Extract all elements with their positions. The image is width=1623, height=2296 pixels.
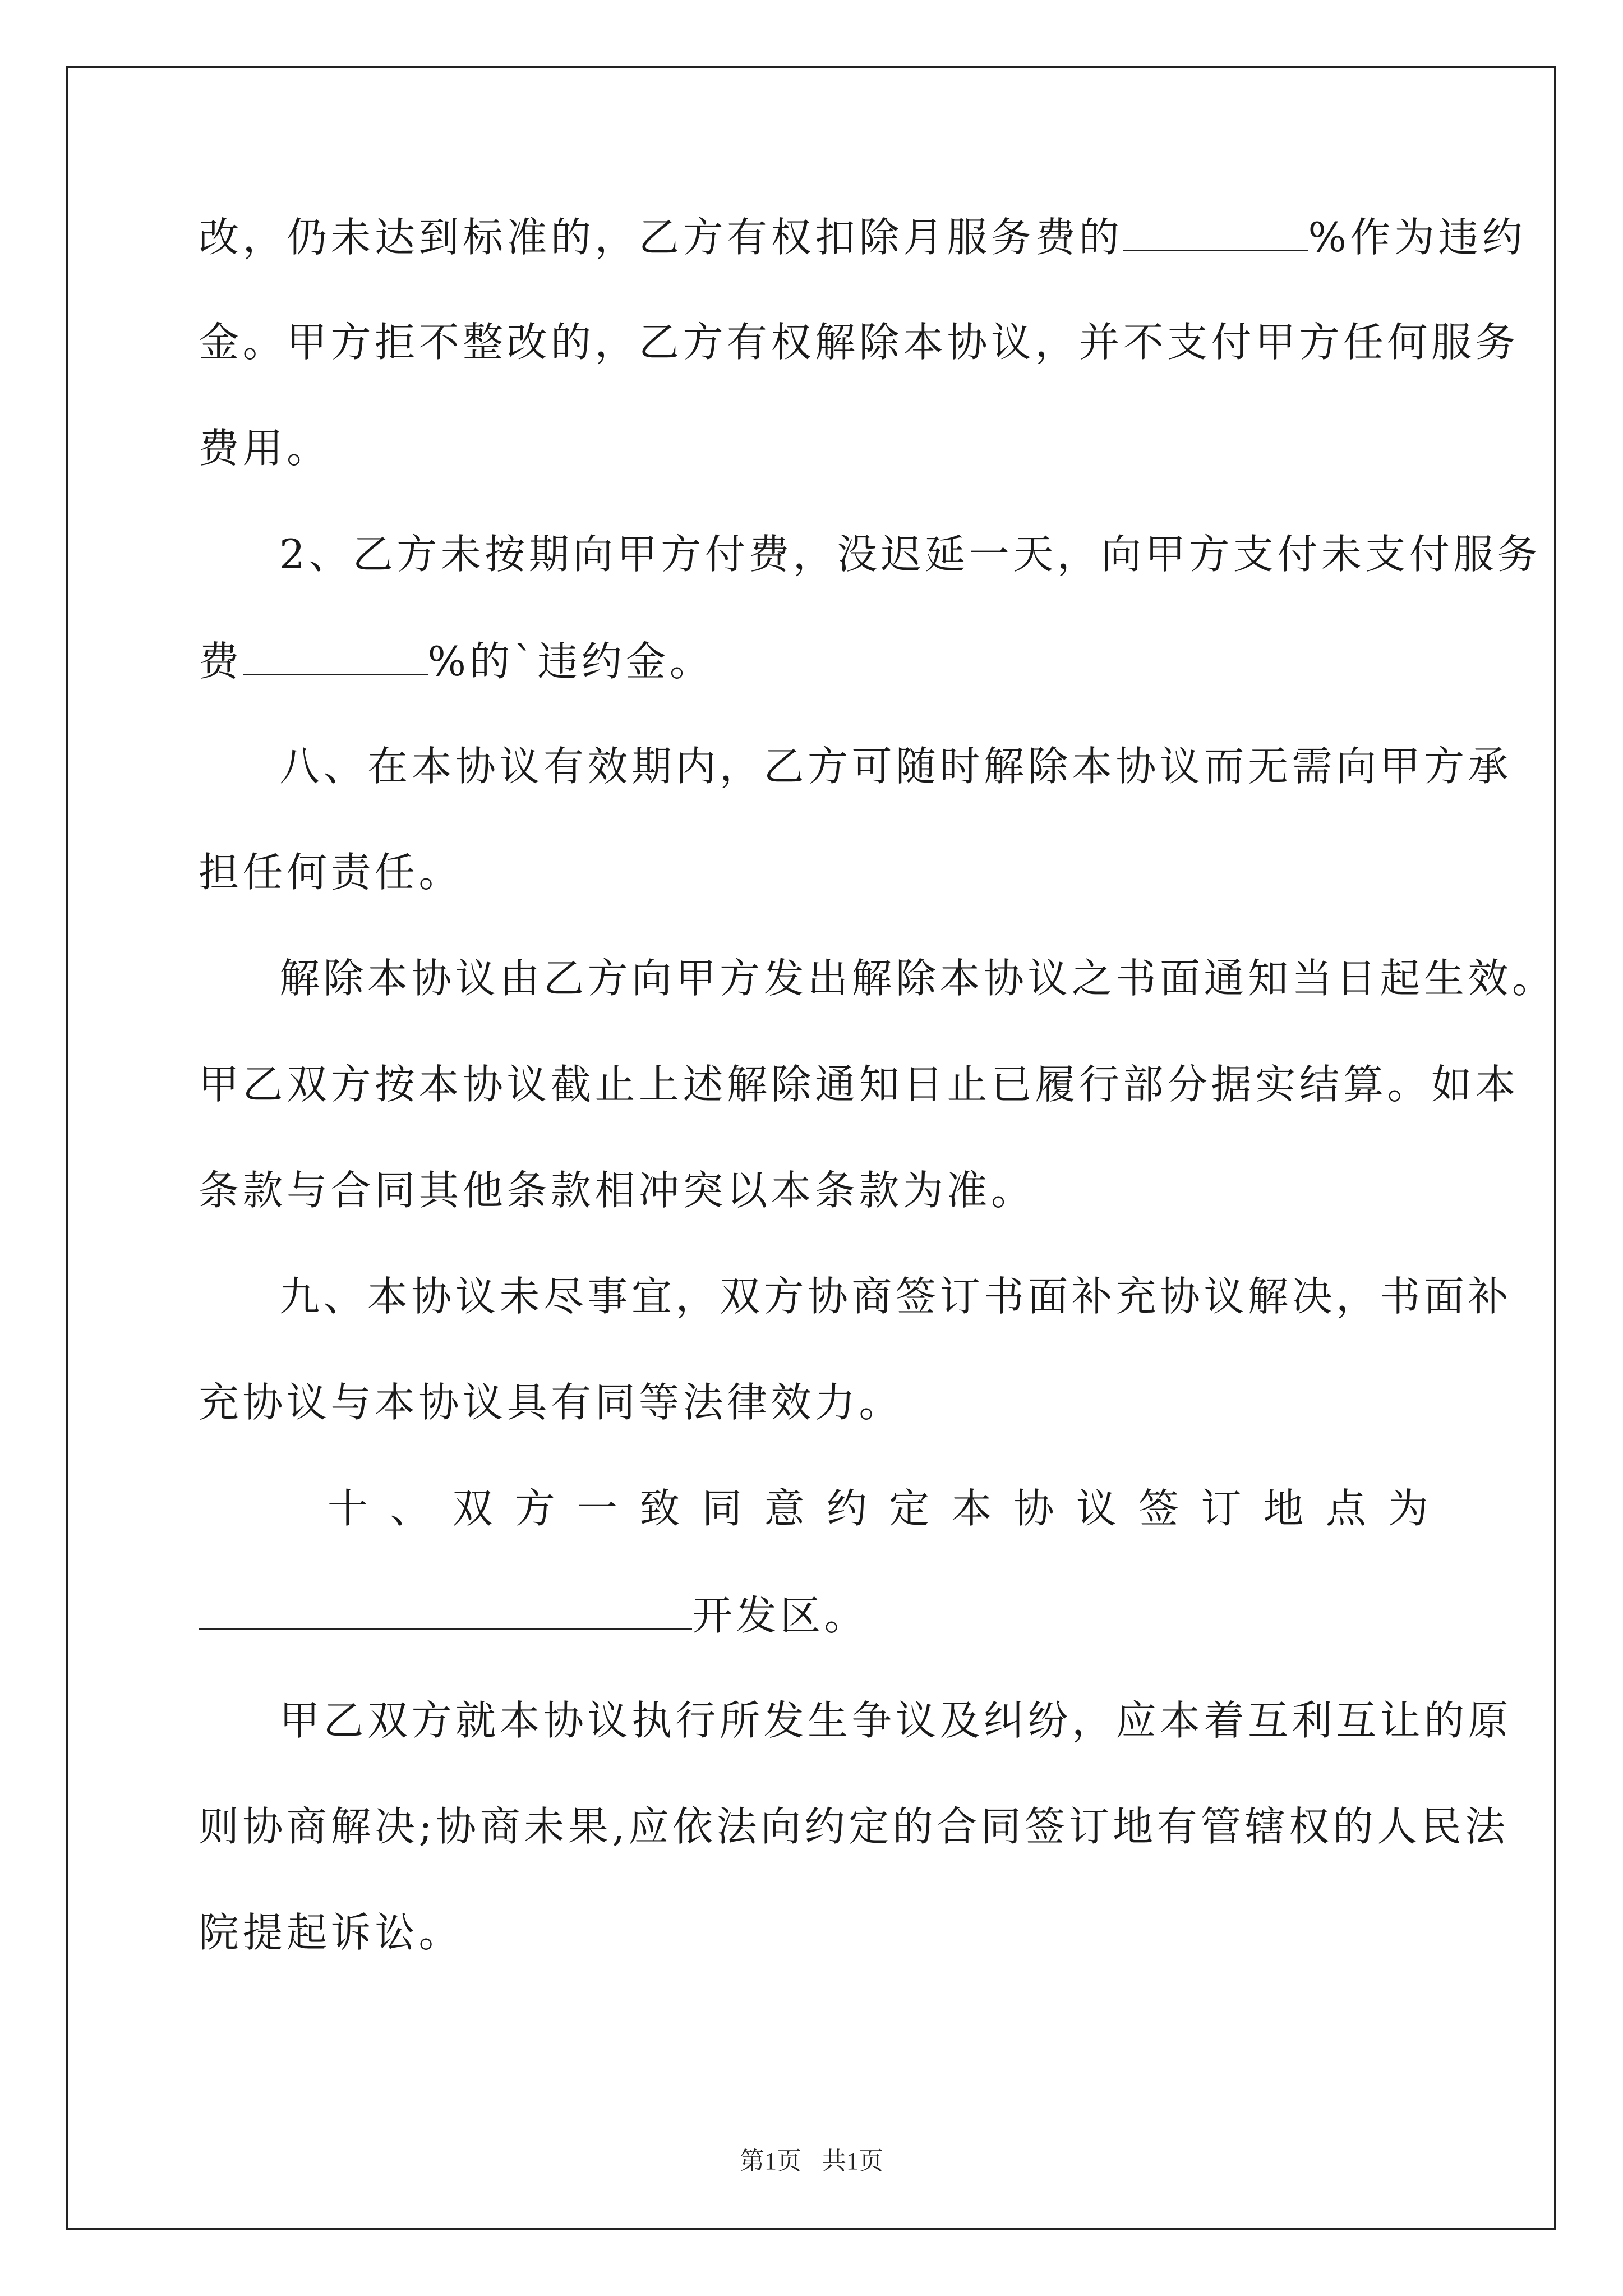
text-line [199, 1592, 1428, 1639]
char: 地 [1263, 1485, 1304, 1532]
char: 一 [577, 1485, 617, 1532]
text-line: 甲乙双方就本协议执行所发生争议及纠纷，应本着互利互让的原 [279, 1697, 1513, 1744]
char: 订 [1201, 1485, 1242, 1532]
text-line: 九、本协议未尽事宜，双方协商签订书面补充协议解决，书面补 [279, 1273, 1513, 1320]
fill-in-blank [1123, 216, 1308, 251]
text-line: 则协商解决;协商未果,应依法向约定的合同签订地有管辖权的人民法 [199, 1803, 1509, 1850]
char: 点 [1325, 1485, 1366, 1532]
text-segment: %的`违约金。 [427, 638, 714, 685]
char: 本 [951, 1485, 992, 1532]
text-line: 甲乙双方按本协议截止上述解除通知日止已履行部分据实结算。如本 [199, 1061, 1520, 1108]
text-line: 解除本协议由乙方向甲方发出解除本协议之书面通知当日起生效。 [279, 955, 1556, 1002]
char: 签 [1138, 1485, 1179, 1532]
text-line: 充协议与本协议具有同等法律效力。 [199, 1379, 903, 1426]
char: 意 [764, 1485, 805, 1532]
page-total: 共1页 [822, 2147, 883, 2175]
spread-text-line [199, 1485, 1428, 1532]
text-line: 金。甲方拒不整改的，乙方有权解除本协议，并不支付甲方任何服务 [199, 319, 1520, 366]
char: 十 [328, 1485, 368, 1532]
page-number: 第1页 [740, 2147, 801, 2175]
text-segment: 开发区。 [692, 1592, 869, 1639]
text-segment: 费 [199, 638, 243, 685]
text-line: 2、乙方未按期向甲方付费，没迟延一天，向甲方支付未支付服务 [279, 531, 1542, 578]
char: 双 [452, 1485, 493, 1532]
page-footer [0, 2141, 1623, 2177]
char: 、 [390, 1485, 431, 1532]
text-segment: %作为违约 [1308, 214, 1527, 261]
document-body [199, 214, 1556, 2018]
text-line: 八、在本协议有效期内，乙方可随时解除本协议而无需向甲方承 [279, 743, 1513, 790]
char: 致 [639, 1485, 680, 1532]
char: 约 [826, 1485, 867, 1532]
char: 为 [1387, 1485, 1428, 1532]
char: 议 [1076, 1485, 1117, 1532]
text-line [199, 214, 1527, 261]
text-line: 担任何责任。 [199, 849, 463, 896]
fill-in-blank [199, 1594, 692, 1630]
text-line: 条款与合同其他条款相冲突以本条款为准。 [199, 1167, 1035, 1214]
fill-in-blank [243, 640, 428, 675]
text-line: 院提起诉讼。 [199, 1909, 463, 1956]
char: 定 [889, 1485, 930, 1532]
char: 方 [514, 1485, 555, 1532]
text-segment: 改，仍未达到标准的，乙方有权扣除月服务费的 [199, 214, 1123, 261]
text-line: 费用。 [199, 425, 331, 472]
char: 协 [1013, 1485, 1054, 1532]
text-line [199, 638, 1428, 685]
char: 同 [702, 1485, 743, 1532]
